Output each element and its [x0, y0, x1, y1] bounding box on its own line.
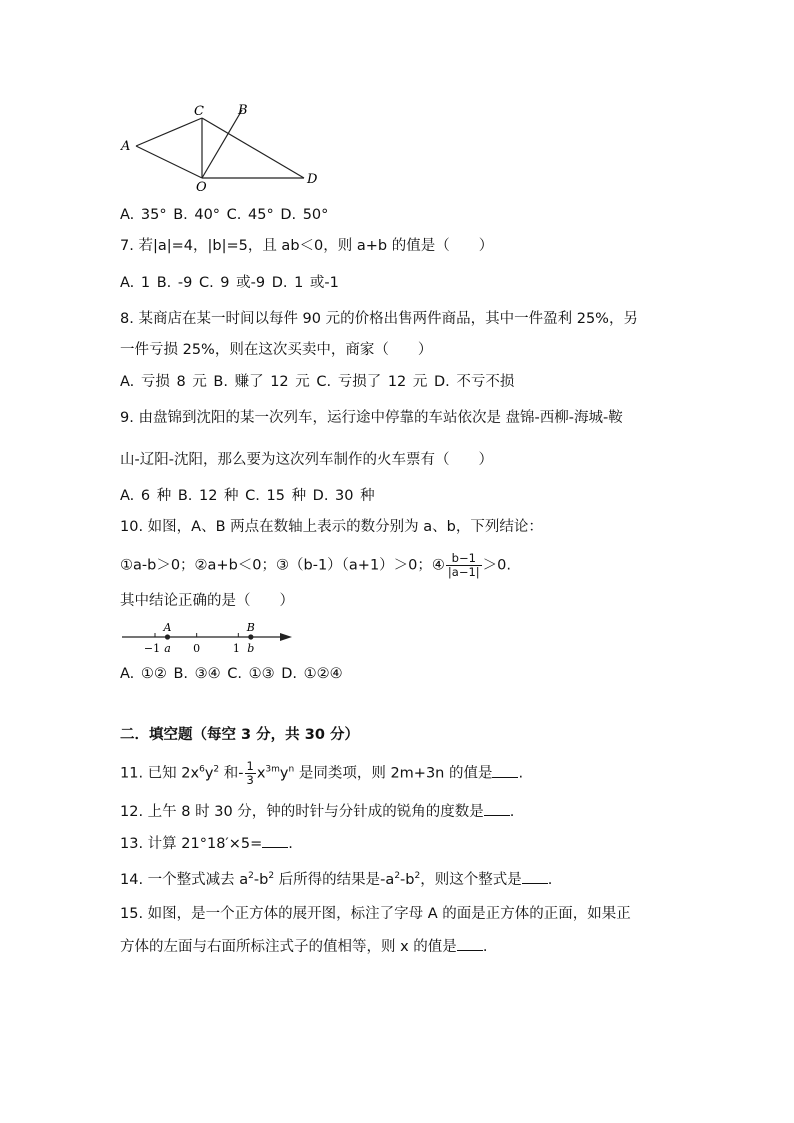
label-D: D [307, 172, 318, 187]
q14-exp: 2 [414, 871, 421, 882]
answer-blank[interactable] [522, 869, 548, 884]
q7-stem: 7. 若|a|=4，|b|=5，且 ab＜0，则 a+b 的值是（ ） [120, 238, 494, 254]
q12-end: . [509, 804, 515, 820]
q10-options: A. ①② B. ③④ C. ①③ D. ①②④ [120, 666, 343, 682]
q11-end: . [518, 765, 524, 782]
q14-exp: 2 [248, 871, 254, 882]
q11-text: 和- [219, 765, 244, 782]
q11-exp: 6 [199, 764, 205, 775]
q14-text: -b [253, 872, 269, 888]
tick-label-1: 1 [232, 642, 240, 655]
q14-text: ，则这个整式是 [420, 872, 522, 888]
q10-conclusions [120, 552, 511, 579]
q10-conclusions-suffix: ＞0. [482, 557, 511, 574]
q8-stem-line1: 8. 某商店在某一时间以每件 90 元的价格出售两件商品，其中一件盈利 25%，另 [120, 311, 638, 327]
q10-stem: 10. 如图，A、B 两点在数轴上表示的数分别为 a、b，下列结论： [120, 519, 543, 535]
q13-text: 13. 计算 21°18′×5= [120, 836, 263, 852]
q11-text: 是同类项，则 2m+3n 的值是 [294, 765, 493, 782]
point-a-dot [165, 634, 170, 639]
q11-exp: 3m [265, 764, 280, 775]
q11-fraction-denominator: 3 [246, 773, 254, 787]
q11-text: y [204, 765, 214, 782]
segment-OB [202, 110, 242, 178]
segment-CD [202, 118, 304, 178]
q14-text: 14. 一个整式减去 a [120, 872, 249, 888]
answer-blank[interactable] [457, 936, 483, 951]
label-A: A [121, 139, 131, 154]
q9-stem-line1: 9. 由盘锦到沈阳的某一次列车，运行途中停靠的车站依次是 盘锦-西柳-海城-鞍 [120, 410, 623, 426]
number-line [120, 620, 300, 660]
q11-text: y [279, 765, 289, 782]
q14-text: 后所得的结果是-a [274, 872, 395, 888]
q14-text: -b [400, 872, 415, 888]
q11-text: 11. 已知 2x [120, 765, 200, 782]
number-line-arrow [280, 633, 292, 641]
q6-options: A. 35° B. 40° C. 45° D. 50° [120, 207, 329, 223]
answer-blank[interactable] [262, 833, 288, 848]
q10-fraction-numerator: b−1 [446, 552, 482, 566]
section2-title: 二．填空题（每空 3 分，共 30 分） [120, 727, 359, 743]
answer-blank[interactable] [492, 763, 518, 778]
q10-fraction-denominator: |a−1| [447, 565, 480, 579]
q12-stem [120, 801, 514, 822]
label-B: B [238, 103, 248, 118]
q15-line2 [120, 936, 487, 957]
q8-options: A. 亏损 8 元 B. 赚了 12 元 C. 亏损了 12 元 D. 不亏不损 [120, 374, 515, 390]
q10-conclusions-prefix: ①a-b＞0；②a+b＜0；③（b-1）（a+1）＞0；④ [120, 557, 445, 574]
q9-options: A. 6 种 B. 12 种 C. 15 种 D. 30 种 [120, 488, 375, 504]
q14-end: . [547, 872, 553, 888]
q10-question: 其中结论正确的是（ ） [120, 593, 294, 609]
geometry-figure [118, 102, 318, 192]
q12-text: 12. 上午 8 时 30 分，钟的时针与分针成的锐角的度数是 [120, 804, 484, 820]
tick-label-a: a [164, 642, 171, 655]
q7-options: A. 1 B. -9 C. 9 或-9 D. 1 或-1 [120, 275, 339, 291]
label-C: C [194, 104, 204, 119]
q11-text: x [256, 765, 266, 782]
q15-text: 方体的左面与右面所标注式子的值相等，则 x 的值是 [120, 939, 457, 955]
q15-line1: 15. 如图，是一个正方体的展开图，标注了字母 A 的面是正方体的正面，如果正 [120, 906, 631, 922]
q10-fraction [446, 552, 482, 579]
q11-fraction-numerator: 1 [246, 759, 254, 773]
q8-stem-line2: 一件亏损 25%，则在这次买卖中，商家（ ） [120, 342, 433, 358]
q11-fraction [245, 760, 256, 787]
q13-end: . [288, 836, 293, 852]
q9-stem-line2: 山-辽阳-沈阳，那么要为这次列车制作的火车票有（ ） [120, 452, 493, 468]
label-O: O [196, 180, 207, 192]
q15-end: . [482, 939, 488, 955]
segment-AC [136, 118, 202, 146]
tick-label-neg1: −1 [143, 642, 161, 655]
point-B-label: B [246, 621, 255, 634]
point-b-dot [248, 634, 253, 639]
answer-blank[interactable] [484, 801, 510, 816]
q13-stem [120, 833, 293, 854]
q14-stem [120, 869, 552, 890]
q14-exp: 2 [394, 871, 401, 882]
q11-exp: 2 [213, 764, 220, 775]
point-A-label: A [163, 621, 172, 634]
segment-AO [136, 146, 202, 178]
q11-stem [120, 760, 523, 787]
tick-label-0: 0 [193, 642, 201, 655]
tick-label-b: b [247, 642, 255, 655]
q14-exp: 2 [268, 871, 275, 882]
q11-exp: n [288, 764, 295, 775]
